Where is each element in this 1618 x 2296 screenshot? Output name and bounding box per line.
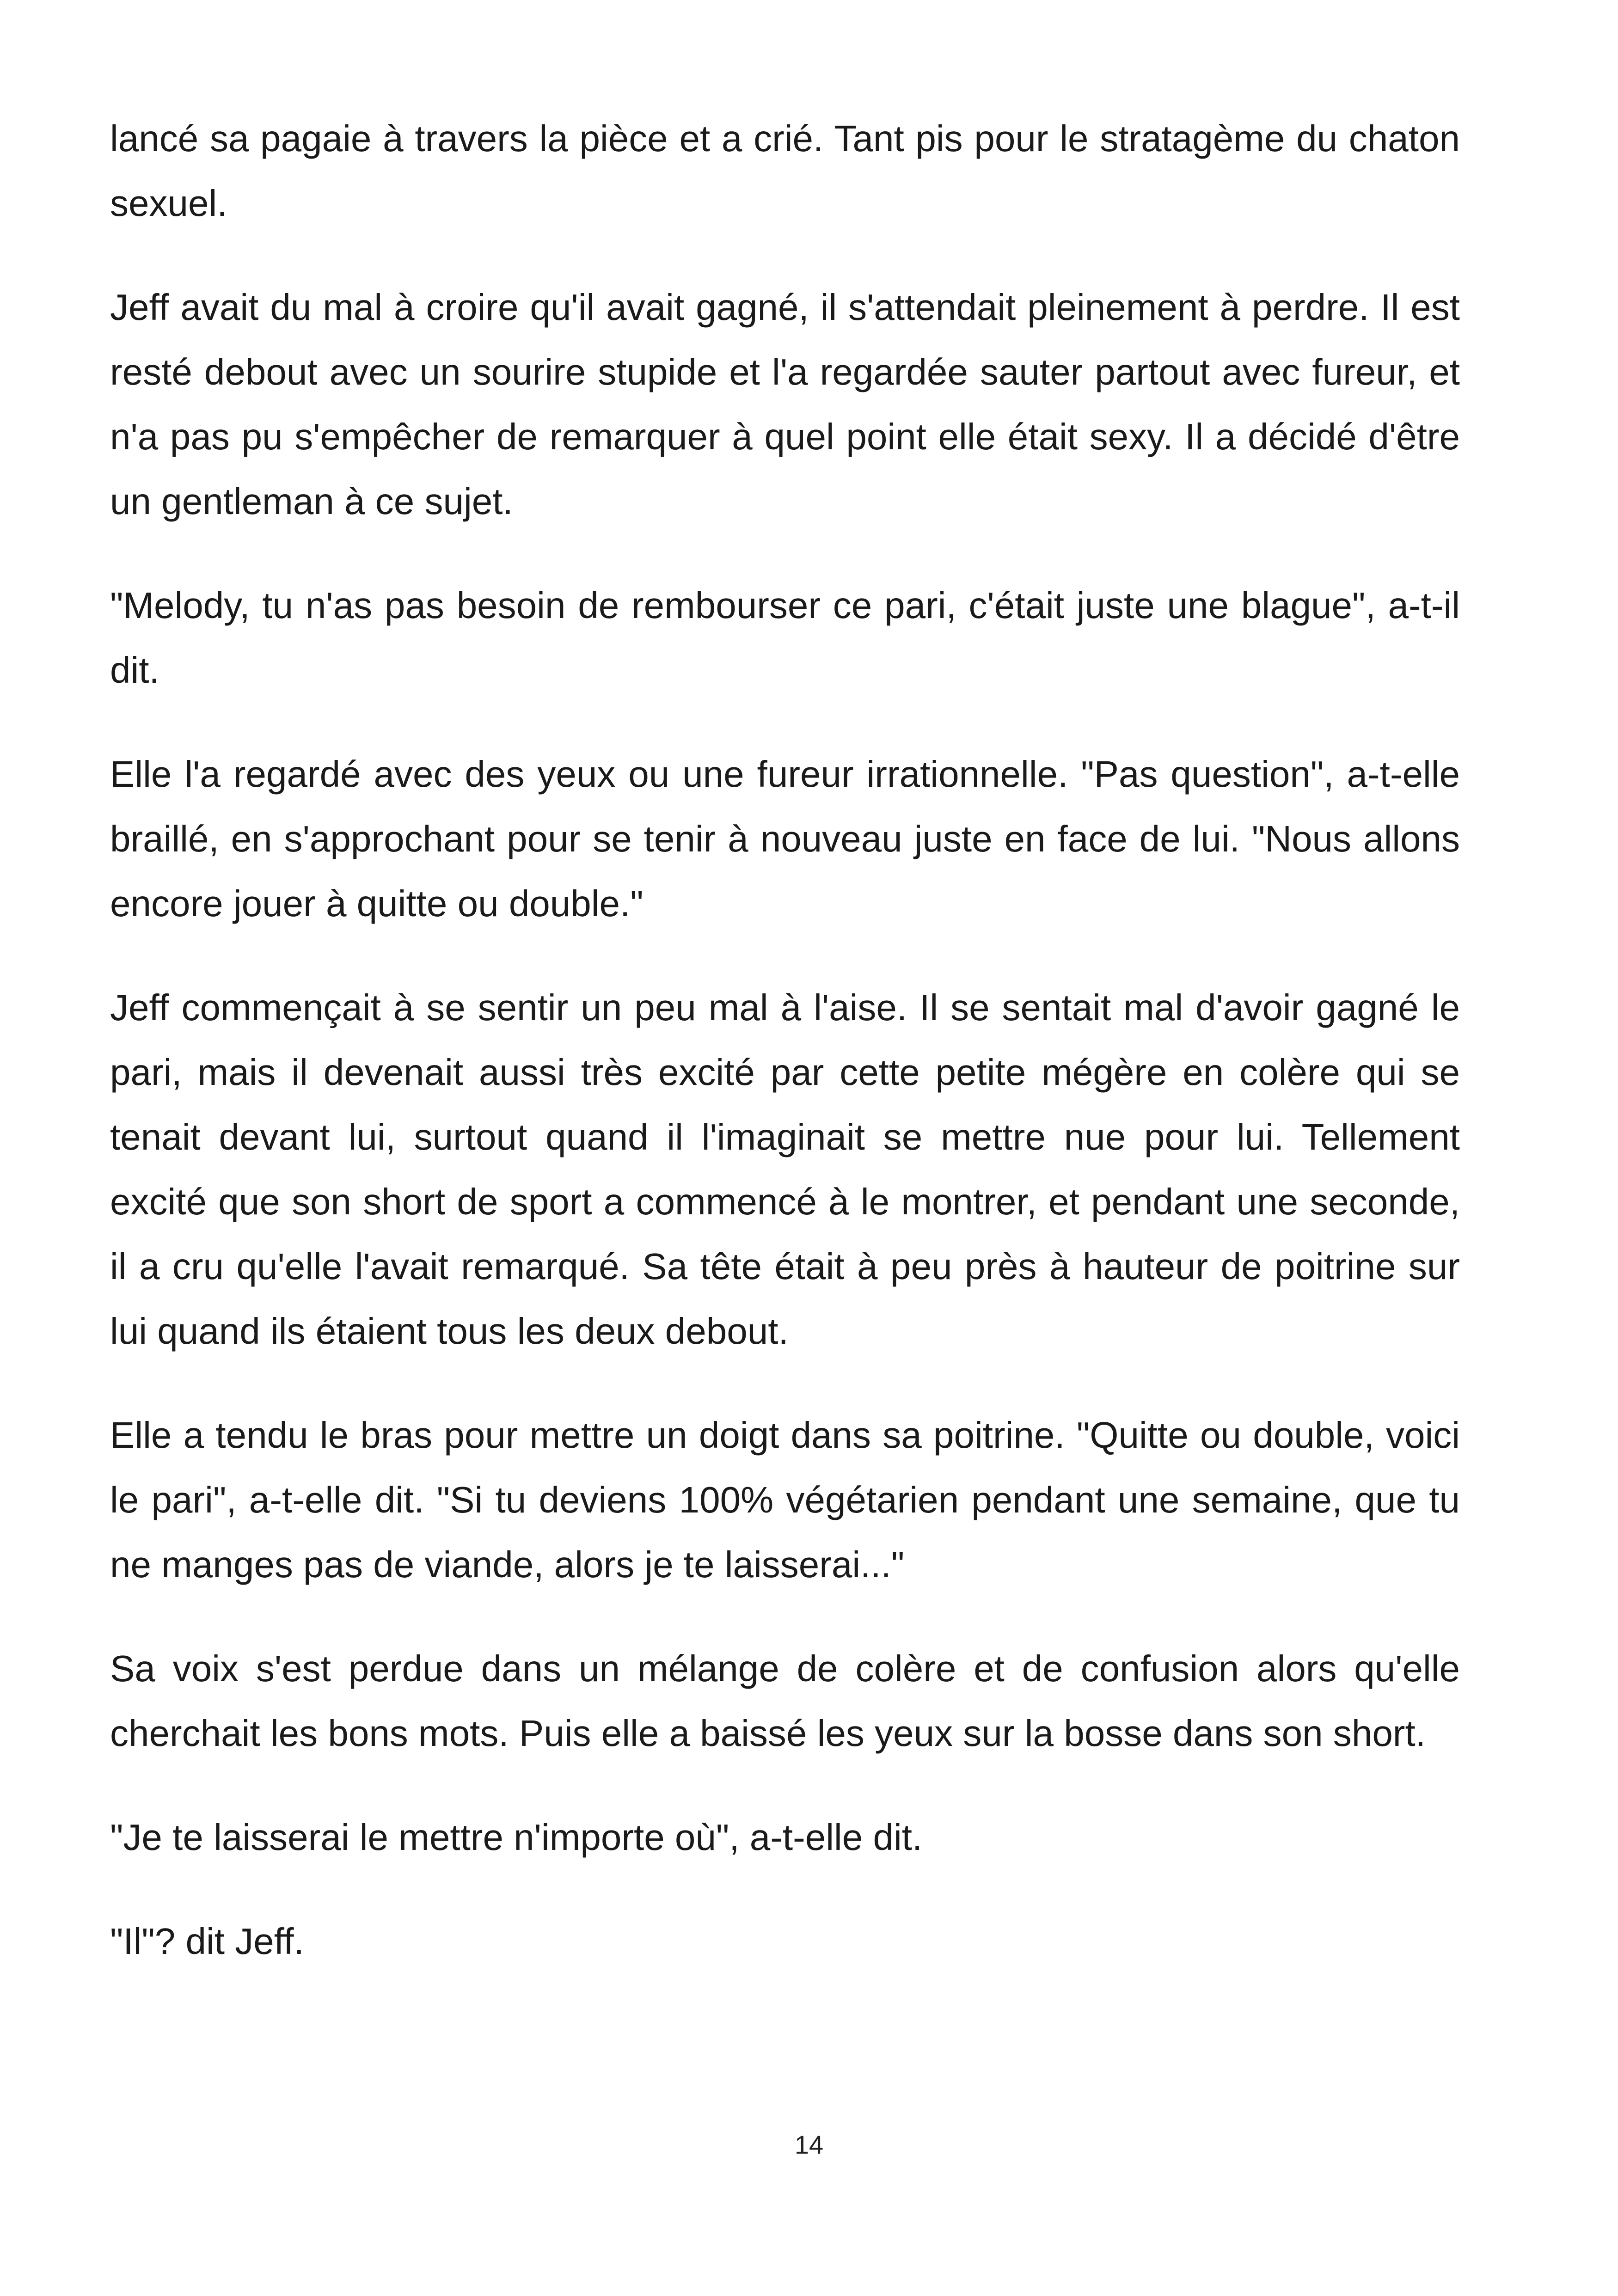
paragraph: Sa voix s'est perdue dans un mélange de colère et de confusion alors qu'elle cherchait les bons mots. Puis elle a baissé les yeux sur la bosse dans son short.	[110, 1648, 1460, 1754]
paragraph: lancé sa pagaie à travers la pièce et a crié. Tant pis pour le stratagème du chaton sexuel.	[110, 118, 1460, 224]
paragraph: Elle a tendu le bras pour mettre un doigt dans sa poitrine. "Quitte ou double, voici le pari", a-t-elle dit. "Si tu deviens 100% végétarien pendant une semaine, que tu ne manges pas de viande, alors je te laisserai..."	[110, 1414, 1460, 1585]
paragraph: Elle l'a regardé avec des yeux ou une fureur irrationnelle. "Pas question", a-t-elle braillé, en s'approchant pour se tenir à nouveau juste en face de lui. "Nous allons encore jouer à quitte ou double."	[110, 753, 1460, 924]
paragraph: Jeff avait du mal à croire qu'il avait gagné, il s'attendait pleinement à perdre. Il est resté debout avec un sourire stupide et l'a regardée sauter partout avec fureur, et n'a pas pu s'empêcher de remarquer à quel point elle était sexy. Il a décidé d'être un gentleman à ce sujet.	[110, 287, 1460, 522]
paragraph: "Je te laisserai le mettre n'importe où", a-t-elle dit.	[110, 1817, 923, 1858]
paragraph: "Melody, tu n'as pas besoin de rembourser ce pari, c'était juste une blague", a-t-il dit.	[110, 585, 1460, 691]
page-number: 14	[794, 2130, 824, 2159]
paragraph: "Il"? dit Jeff.	[110, 1921, 304, 1962]
paragraph: Jeff commençait à se sentir un peu mal à l'aise. Il se sentait mal d'avoir gagné le pari, mais il devenait aussi très excité par cette petite mégère en colère qui se tenait devant lui, surtout quand il l'imaginait se mettre nue pour lui. Tellement excité que son short de sport a commencé à le montrer, et pendant une seconde, il a cru qu'elle l'avait remarqué. Sa tête était à peu près à hauteur de poitrine sur lui quand ils étaient tous les deux debout.	[110, 987, 1460, 1352]
body-text	[110, 106, 1460, 2013]
